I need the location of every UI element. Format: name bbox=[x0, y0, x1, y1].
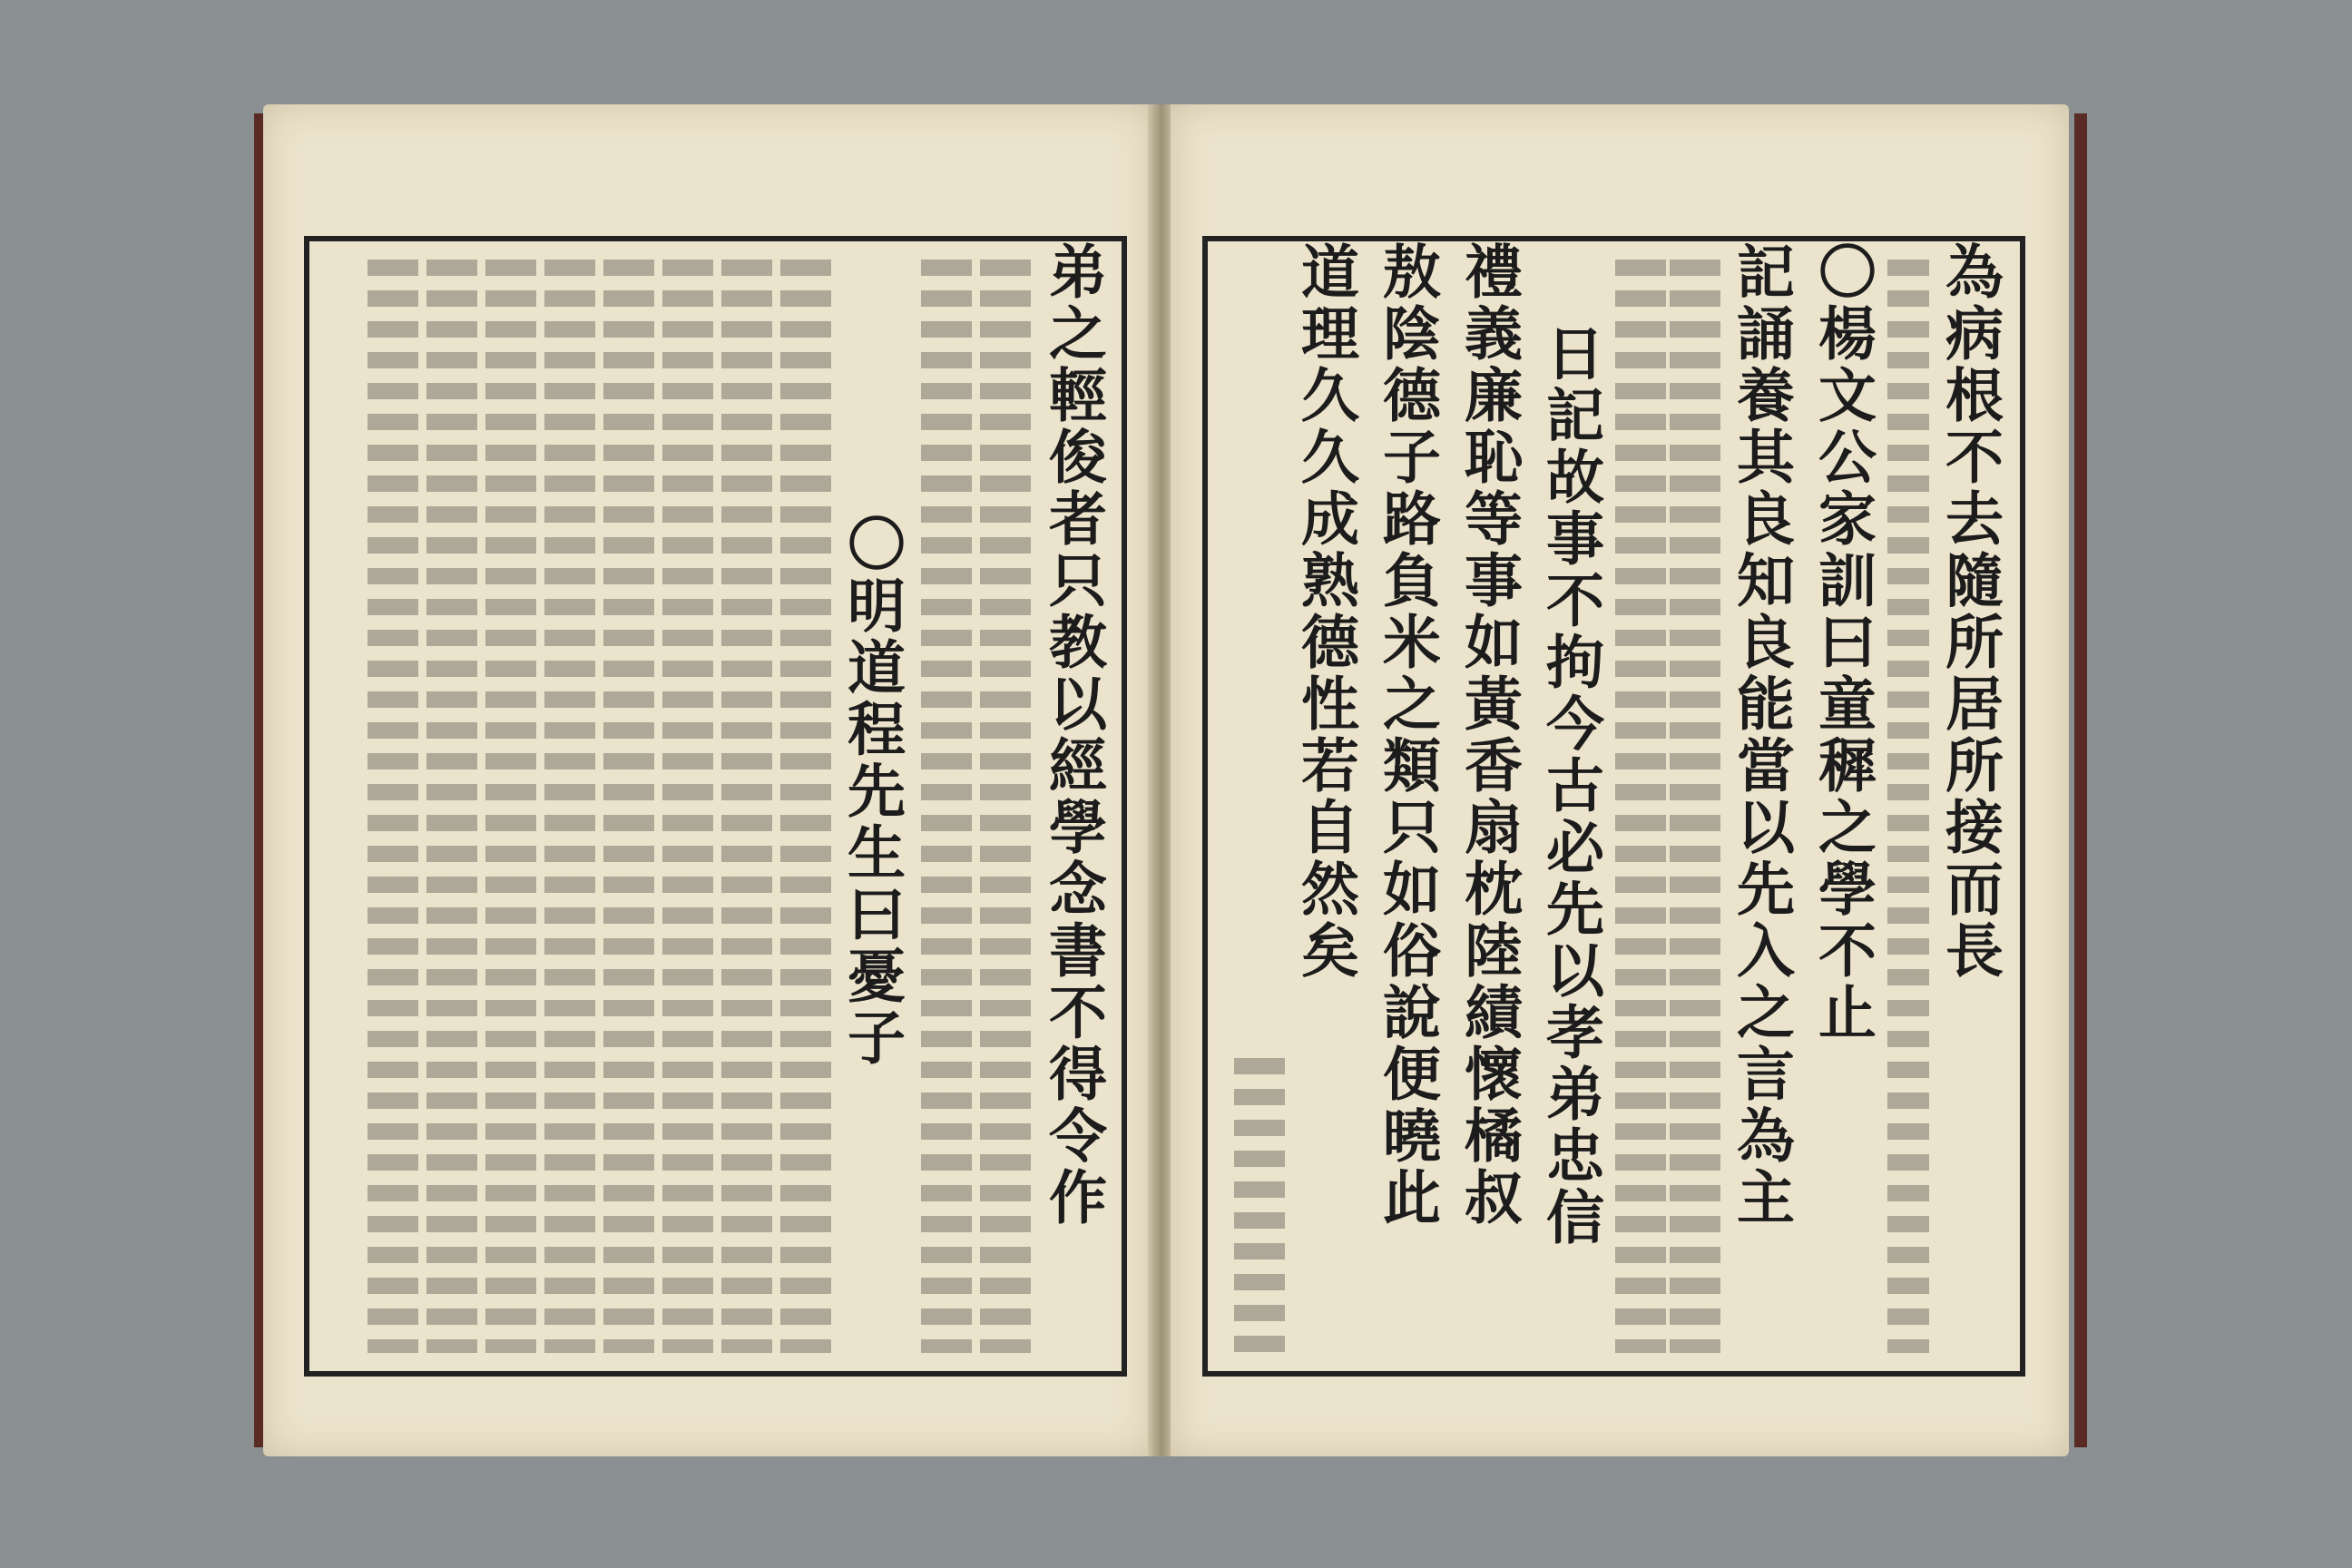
main-text-column: 禮義廉恥等事如黃香扇枕陸績懷橘叔 bbox=[1455, 241, 1523, 1229]
commentary-column bbox=[426, 260, 477, 1353]
main-text-column: 日記故事不拘今古必先以孝弟忠信 bbox=[1536, 323, 1604, 1249]
commentary-column bbox=[1615, 260, 1666, 1353]
main-text-column: 〇楊文公家訓曰童穉之學不止 bbox=[1808, 241, 1877, 1044]
commentary-column bbox=[485, 260, 536, 1353]
commentary-column bbox=[721, 260, 772, 1353]
commentary-column bbox=[1670, 260, 1720, 1353]
commentary-column bbox=[368, 260, 418, 1353]
commentary-column bbox=[921, 260, 972, 1353]
left-page bbox=[263, 104, 1152, 1456]
commentary-column bbox=[603, 260, 654, 1353]
main-text-column: 為病根不去隨所居所接而長 bbox=[1936, 241, 2004, 982]
open-book bbox=[254, 86, 2087, 1488]
commentary-column bbox=[780, 260, 831, 1353]
commentary-column bbox=[662, 260, 713, 1353]
commentary-column bbox=[544, 260, 595, 1353]
commentary-column bbox=[1234, 1058, 1285, 1353]
main-text-column: 敖陰德子路負米之類只如俗說便曉此 bbox=[1373, 241, 1441, 1229]
main-text-column: 道理久久成熟德性若自然矣 bbox=[1291, 241, 1359, 982]
main-text-column: 記誦養其良知良能當以先入之言為主 bbox=[1727, 241, 1795, 1229]
right-page bbox=[1171, 104, 2069, 1456]
left-page-frame bbox=[304, 236, 1127, 1377]
right-page-frame bbox=[1202, 236, 2025, 1377]
commentary-column bbox=[980, 260, 1031, 1353]
book-edge-right bbox=[2074, 113, 2087, 1447]
main-text-column: 〇明道程先生曰憂子 bbox=[838, 514, 906, 1069]
main-text-column: 弟之輕俊者只教以經學念書不得令作 bbox=[1039, 241, 1107, 1229]
commentary-column bbox=[1887, 260, 1929, 1353]
